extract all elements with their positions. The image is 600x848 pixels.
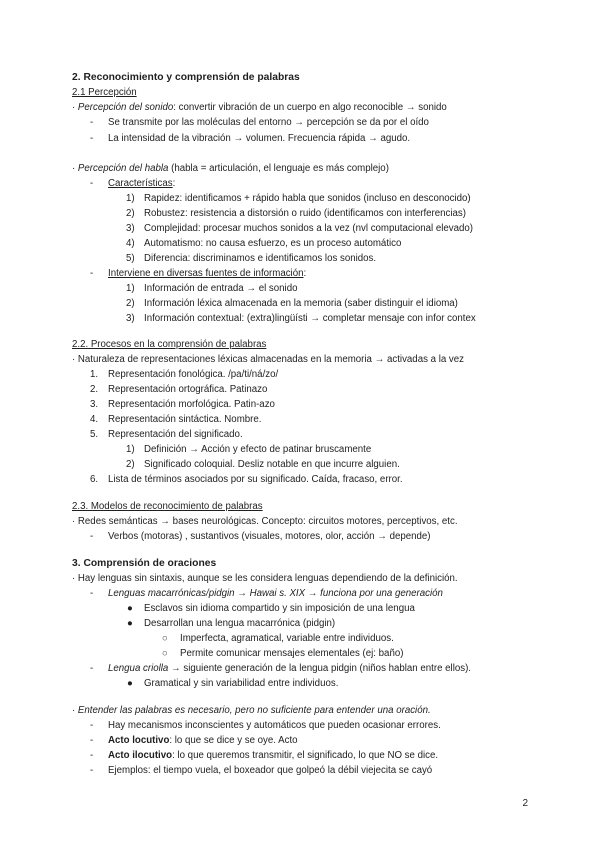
fuentes-label: Interviene en diversas fuentes de información: [108, 268, 304, 279]
dash-bullet: -: [90, 663, 94, 674]
entender-item-label: Acto ilocutivo: [108, 750, 173, 761]
caracteristica-text: : identificamos + rápido habla que sonidos (incluso en desconocido): [179, 193, 471, 204]
entender-item-text: : lo que queremos transmitir, el significado, lo que NO se dice.: [172, 750, 439, 761]
caracteristica-label: Complejidad: [144, 223, 198, 234]
macarronica-subitem: Permite comunicar mensajes elementales (ej: baño): [180, 648, 404, 659]
representacion-item: Representación del significado.: [108, 429, 243, 440]
sonido-item: La intensidad de la vibración → volumen. Frecuencia rápida → agudo.: [108, 133, 411, 144]
lengua-criolla-line: [108, 663, 471, 675]
dash-bullet: -: [90, 268, 94, 279]
entender-item: [108, 735, 298, 747]
redes-line: · Redes semánticas → bases neurológicas. Concepto: circuitos motores, perceptivos, etc.: [72, 516, 458, 527]
entender-item-text: Hay mecanismos inconscientes y automáticos que pueden ocasionar errores.: [108, 720, 441, 731]
list-number: 3.: [90, 399, 99, 410]
entender-item-label: Acto locutivo: [108, 735, 170, 746]
list-number: 4): [126, 238, 135, 249]
representacion-item: Representación sintáctica. Nombre.: [108, 414, 262, 425]
macarronica-item: Esclavos sin idioma compartido y sin imposición de una lengua: [144, 603, 415, 614]
caracteristica-text: : no causa esfuerzo, es un proceso automático: [200, 238, 402, 249]
entender-item: [108, 720, 441, 732]
page-number: 2: [522, 798, 528, 809]
percepcion-habla-line: · Percepción del habla (habla = articulación, el lenguaje es más complejo): [72, 163, 389, 174]
percepcion-sonido-line: · Percepción del sonido: convertir vibración de un cuerpo en algo reconocible → sonido: [72, 102, 447, 113]
significado-item: Definición → Acción y efecto de patinar bruscamente: [144, 444, 372, 455]
dash-bullet: -: [90, 765, 94, 776]
subsection-2-3-title: 2.3. Modelos de reconocimiento de palabras: [72, 501, 263, 512]
dash-bullet: -: [90, 133, 94, 144]
fuentes-item: Información de entrada → el sonido: [144, 283, 298, 294]
caracteristica-text: : resistencia a distorsión o ruido (identificamos con interferencias): [184, 208, 467, 219]
list-number: 1.: [90, 369, 99, 380]
bullet-dot: ●: [127, 678, 133, 689]
caracteristicas-line: Características:: [108, 178, 176, 189]
fuentes-item: Información léxica almacenada en la memoria (saber distinguir el idioma): [144, 298, 458, 309]
list-number: 6.: [90, 474, 99, 485]
macarronica-item: Desarrollan una lengua macarrónica (pidgin): [144, 618, 336, 629]
significado-item: Significado coloquial. Desliz notable en que incurre alguien.: [144, 459, 400, 470]
bullet-circle: ○: [162, 648, 168, 659]
caracteristica-item: [144, 253, 376, 265]
caracteristica-text: : procesar muchos sonidos a la vez (nvl computacional elevado): [197, 223, 474, 234]
entender-item: [108, 765, 432, 777]
caracteristica-item: [144, 238, 401, 250]
dash-bullet: -: [90, 531, 94, 542]
bullet-dot: ●: [127, 618, 133, 629]
list-number: 1): [126, 283, 135, 294]
percepcion-habla-label: Percepción del habla: [77, 163, 169, 174]
percepcion-sonido-label: Percepción del sonido: [77, 102, 174, 113]
list-number: 4.: [90, 414, 99, 425]
list-number: 2): [126, 459, 135, 470]
bullet-circle: ○: [162, 633, 168, 644]
fuentes-item: Información contextual: (extra)lingüísti → completar mensaje con infor contex: [144, 313, 476, 324]
caracteristicas-label: Características: [108, 178, 173, 189]
caracteristica-item: [144, 193, 471, 205]
caracteristica-label: Rapidez: [144, 193, 180, 204]
caracteristica-item: [144, 223, 473, 235]
list-number: 2.: [90, 384, 99, 395]
sonido-item: Se transmite por las moléculas del entorno → percepción se da por el oído: [108, 117, 429, 128]
subsection-2-1-title: 2.1 Percepción: [72, 87, 137, 98]
caracteristica-label: Robustez: [144, 208, 185, 219]
representacion-item: Representación morfológica. Patin-azo: [108, 399, 275, 410]
bullet-dot: ●: [127, 603, 133, 614]
entender-item-text: : lo que se dice y se oye. Acto: [169, 735, 298, 746]
percepcion-sonido-text: : convertir vibración de un cuerpo en algo reconocible → sonido: [173, 102, 447, 113]
percepcion-habla-text: (habla = articulación, el lenguaje es más complejo): [168, 163, 389, 174]
list-number: 1): [126, 444, 135, 455]
list-number: 5): [126, 253, 135, 264]
entender-item-text: Ejemplos: el tiempo vuela, el boxeador que golpeó la débil viejecita se cayó: [108, 765, 433, 776]
entender-item: [108, 750, 438, 762]
naturaleza-line: · Naturaleza de representaciones léxicas almacenadas en la memoria → activadas a la vez: [72, 354, 465, 365]
dash-bullet: -: [90, 178, 94, 189]
fuentes-line: Interviene en diversas fuentes de información:: [108, 268, 307, 279]
representacion-item: Lista de términos asociados por su significado. Caída, fracaso, error.: [108, 474, 403, 485]
verbos-item: Verbos (motoras) , sustantivos (visuales, motores, olor, acción → depende): [108, 531, 431, 542]
dash-bullet: -: [90, 720, 94, 731]
representacion-item: Representación fonológica. /pa/ti/ná/zo/: [108, 369, 279, 380]
list-number: 1): [126, 193, 135, 204]
representacion-item: Representación ortográfica. Patinazo: [108, 384, 268, 395]
list-number: 3): [126, 313, 135, 324]
lenguas-macarronicas-line: Lenguas macarrónicas/pidgin → Hawai s. XIX → funciona por una generación: [108, 588, 443, 599]
criolla-item: Gramatical y sin variabilidad entre individuos.: [144, 678, 339, 689]
intro-line: · Hay lenguas sin sintaxis, aunque se les considera lenguas dependiendo de la definición.: [72, 573, 458, 584]
entender-line: · Entender las palabras es necesario, pero no suficiente para entender una oración.: [72, 705, 431, 716]
list-number: 2): [126, 298, 135, 309]
section-3-title: 3. Comprensión de oraciones: [72, 558, 217, 569]
dash-bullet: -: [90, 750, 94, 761]
macarronica-subitem: Imperfecta, agramatical, variable entre individuos.: [180, 633, 394, 644]
dash-bullet: -: [90, 588, 94, 599]
list-number: 3): [126, 223, 135, 234]
dash-bullet: -: [90, 117, 94, 128]
lengua-criolla-text: → siguiente generación de la lengua pidgin (niños hablan entre ellos).: [168, 663, 471, 674]
lengua-criolla-label: Lengua criolla: [108, 663, 169, 674]
subsection-2-2-title: 2.2. Procesos en la comprensión de palabras: [72, 339, 267, 350]
dash-bullet: -: [90, 735, 94, 746]
caracteristica-text: : discriminamos e identificamos los sonidos.: [187, 253, 377, 264]
list-number: 2): [126, 208, 135, 219]
caracteristica-label: Diferencia: [144, 253, 188, 264]
section-2-title: 2. Reconocimiento y comprensión de palabras: [72, 72, 300, 83]
caracteristica-label: Automatismo: [144, 238, 201, 249]
caracteristica-item: [144, 208, 466, 220]
list-number: 5.: [90, 429, 99, 440]
